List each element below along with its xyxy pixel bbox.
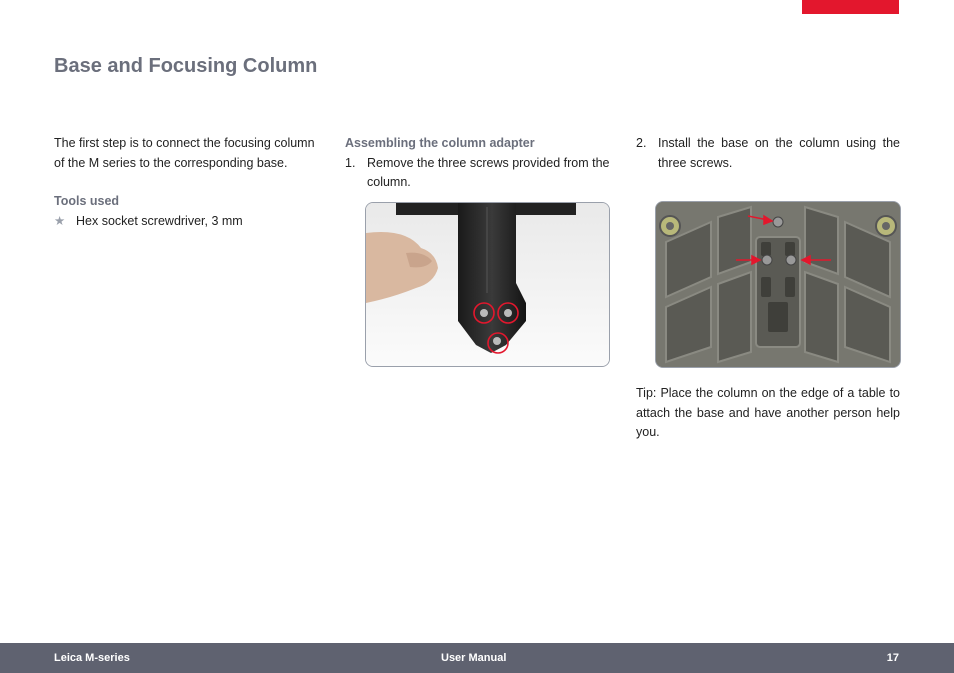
column-screws-photo xyxy=(365,202,610,367)
intro-text: The first step is to connect the focusing column of the M series to the corresponding base. xyxy=(54,136,315,170)
base-underside-illustration xyxy=(656,202,900,367)
step-text: Install the base on the column using the three screws. xyxy=(658,136,900,170)
accent-tab xyxy=(802,0,899,14)
star-bullet-icon: ★ xyxy=(54,213,66,228)
column-screws-illustration xyxy=(366,203,609,366)
intro-column xyxy=(54,134,324,231)
step-number: 2. xyxy=(636,136,647,150)
tool-item-text: Hex socket screwdriver, 3 mm xyxy=(76,213,243,228)
assembly-heading: Assembling the column adapter xyxy=(345,136,535,150)
tools-heading: Tools used xyxy=(54,194,120,208)
footer-product: Leica M-series xyxy=(54,652,130,664)
page-title: Base and Focusing Column xyxy=(54,55,318,77)
assembly-column xyxy=(345,134,610,193)
page-footer xyxy=(0,643,954,673)
base-underside-photo xyxy=(655,201,901,368)
step-2 xyxy=(636,134,900,173)
column-body xyxy=(458,203,526,353)
step-1 xyxy=(345,154,610,193)
tools-list-item xyxy=(54,212,324,232)
step-text: Remove the three screws provided from the column. xyxy=(367,155,610,189)
footer-doc-title: User Manual xyxy=(441,652,507,664)
step-number: 1. xyxy=(345,155,356,170)
footer-page-number: 17 xyxy=(886,652,899,664)
install-column xyxy=(636,134,900,173)
tip-text: Tip: Place the column on the edge of a table to attach the base and have another person help you. xyxy=(636,386,900,439)
